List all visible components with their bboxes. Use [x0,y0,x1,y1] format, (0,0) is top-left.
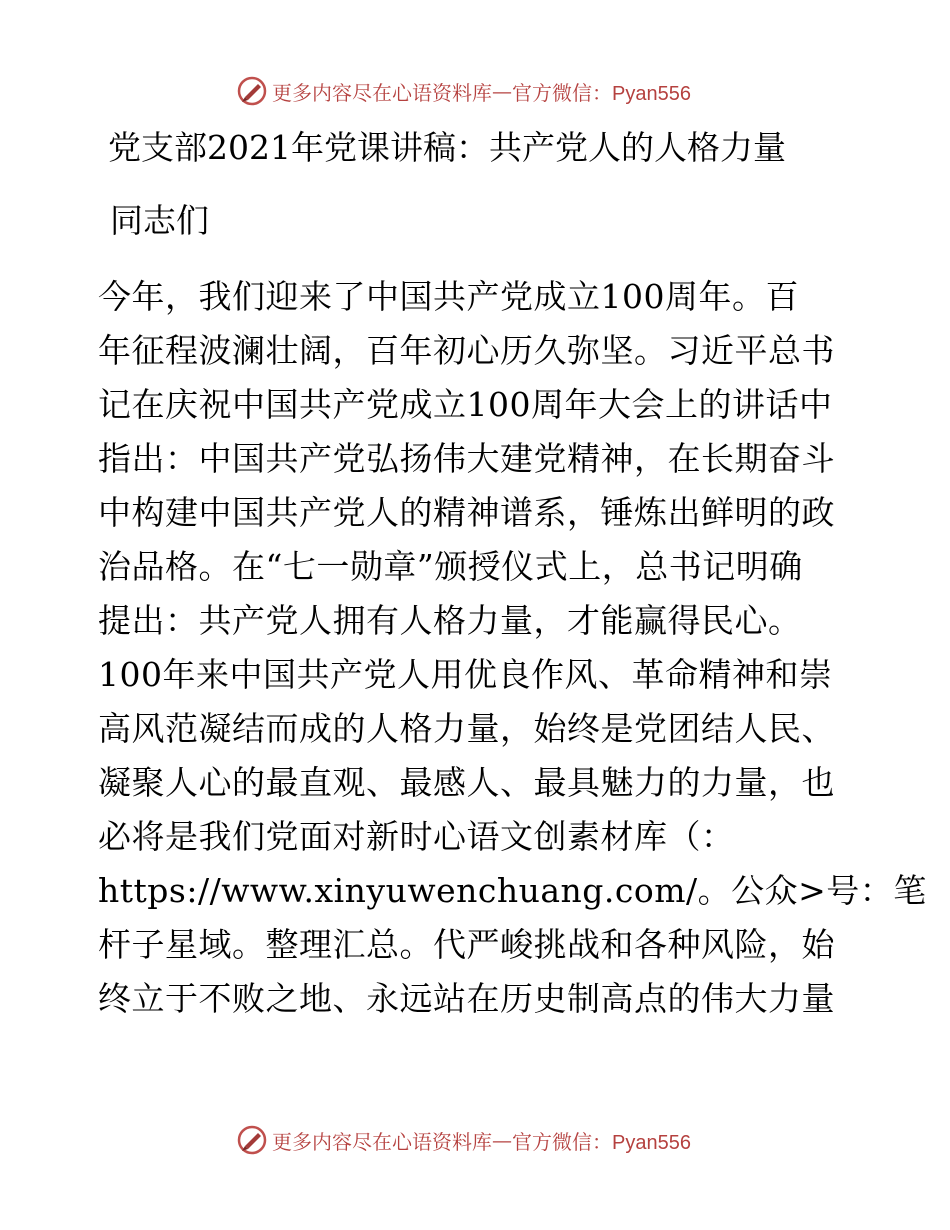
body-line: 年征程波澜壮阔，百年初心历久弥坚。习近平总书 [98,331,835,370]
body-line: 今年，我们迎来了中国共产党成立100周年。百 [98,277,799,316]
body-line: 提出：共产党人拥有人格力量，才能赢得民心。 [98,601,802,640]
banner-wechat: 官方微信：Pyan556 [512,82,691,105]
body-line: https://www.xinyuwenchuang.com/。公众>号：笔 [98,871,927,910]
body-line: 治品格。在“七一勋章”颁授仪式上，总书记明确 [98,547,803,586]
logo-icon [236,75,268,107]
body-line: 高风范凝结而成的人格力量，始终是党团结人民、 [98,709,835,748]
body-line: 杆子星域。整理汇总。代严峻挑战和各种风险，始 [98,925,835,964]
document-title: 党支部2021年党课讲稿：共产党人的人格力量 [108,128,786,167]
logo-icon [236,1124,268,1156]
header-watermark-banner [236,74,691,108]
banner-text: 更多内容尽在心语资料库 [272,80,492,105]
greeting: 同志们 [110,201,209,240]
footer-watermark-banner [236,1123,691,1157]
body-line: 中构建中国共产党人的精神谱系，锤炼出鲜明的政 [98,493,835,532]
body-paragraph [98,270,927,1026]
banner-separator: — [492,1128,512,1152]
banner-text: 更多内容尽在心语资料库 [272,1129,492,1154]
body-line: 指出：中国共产党弘扬伟大建党精神，在长期奋斗 [98,439,835,478]
banner-wechat: 官方微信：Pyan556 [512,1131,691,1154]
body-line: 记在庆祝中国共产党成立100周年大会上的讲话中 [98,385,833,424]
banner-separator: — [492,79,512,103]
body-line: 终立于不败之地、永远站在历史制高点的伟大力量 [98,979,835,1018]
body-line: 100年来中国共产党人用优良作风、革命精神和崇 [98,655,833,694]
body-line: 必将是我们党面对新时心语文创素材库（： [98,817,735,856]
body-line: 凝聚人心的最直观、最感人、最具魅力的力量，也 [98,763,835,802]
